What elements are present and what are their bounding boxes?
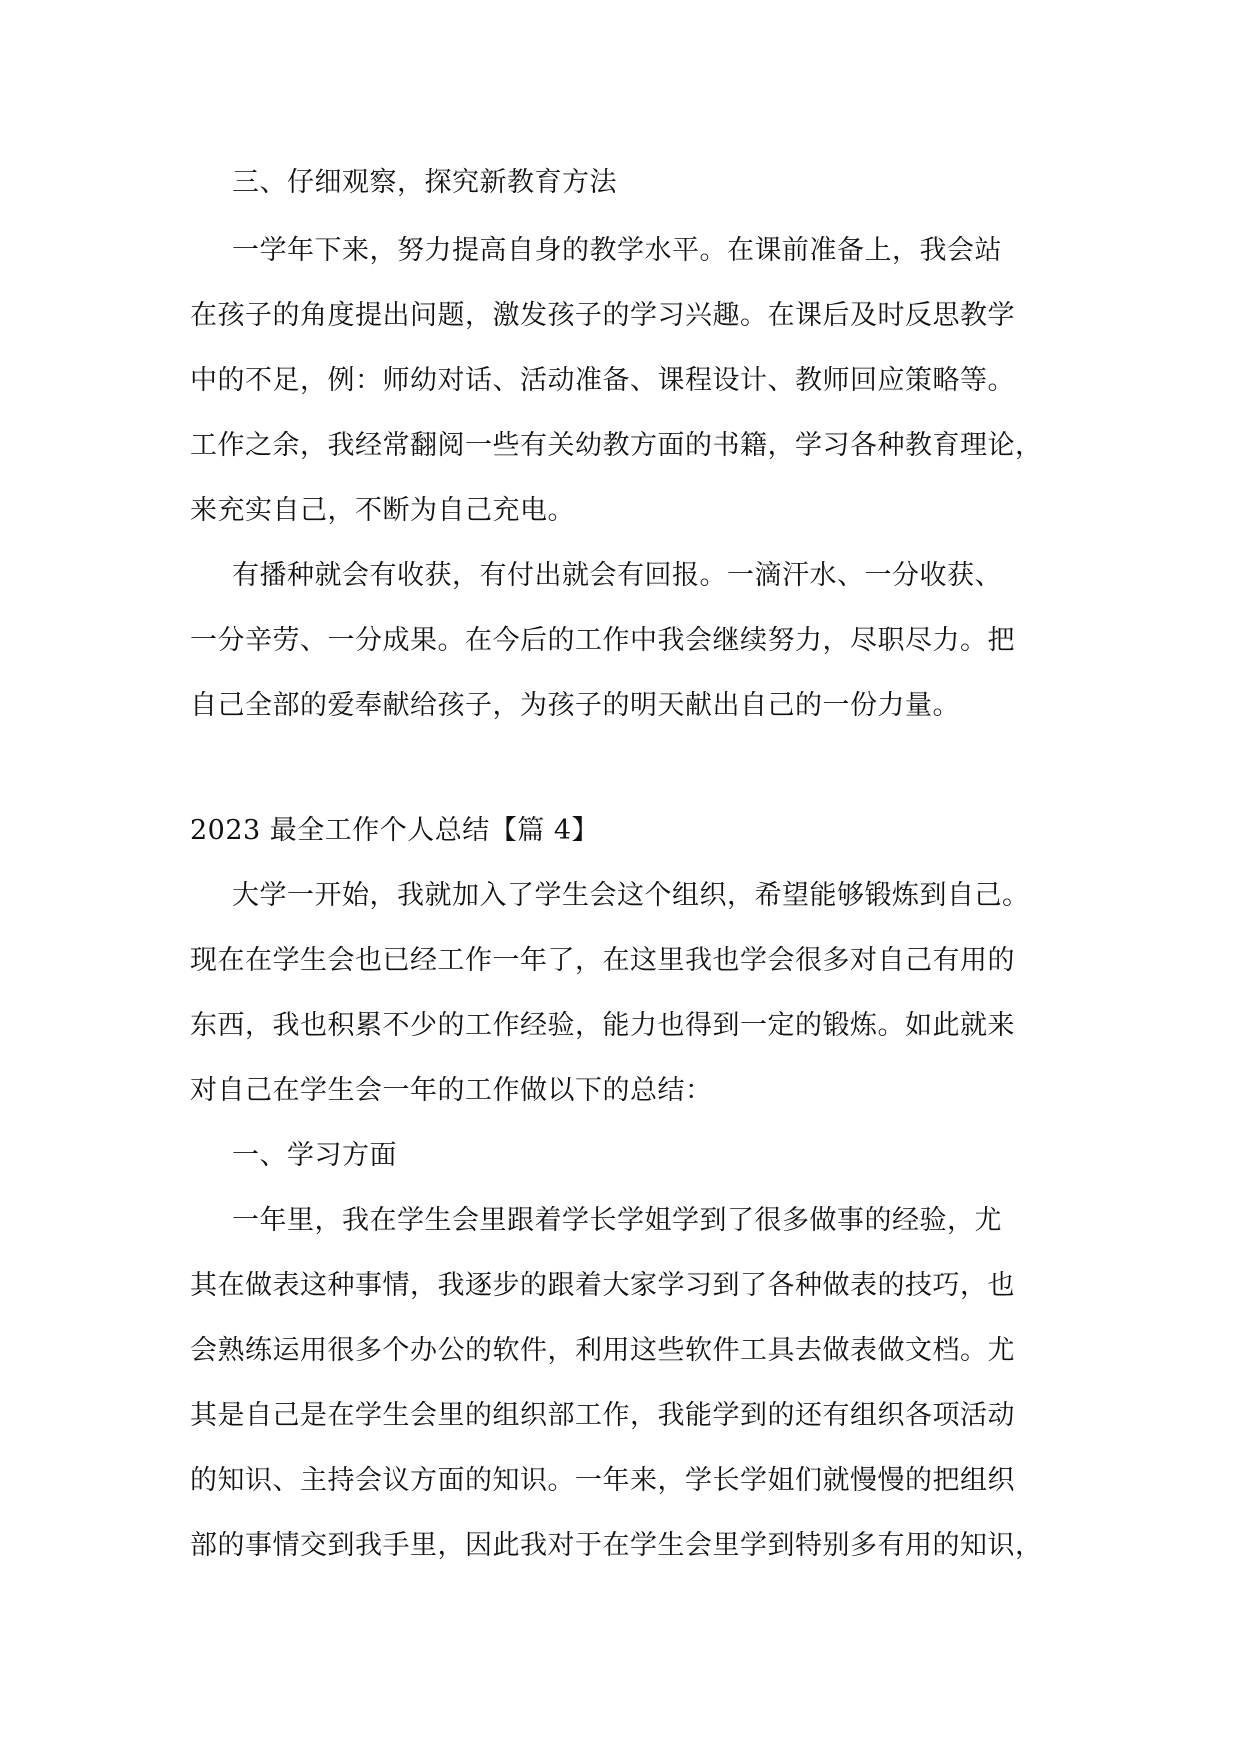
paragraph-line: 大学一开始，我就加入了学生会这个组织，希望能够锻炼到自己。 bbox=[232, 880, 1030, 911]
paragraph-line: 其是自己是在学生会里的组织部工作，我能学到的还有组织各项活动 bbox=[190, 1400, 1015, 1431]
paragraph-line: 一学年下来，努力提高自身的教学水平。在课前准备上，我会站 bbox=[232, 235, 1002, 266]
paragraph-line: 现在在学生会也已经工作一年了，在这里我也学会很多对自己有用的 bbox=[190, 945, 1015, 976]
paragraph-line: 部的事情交到我手里，因此我对于在学生会里学到特别多有用的知识， bbox=[190, 1530, 1043, 1561]
paragraph-line: 会熟练运用很多个办公的软件，利用这些软件工具去做表做文档。尤 bbox=[190, 1335, 1015, 1366]
paragraph-line: 的知识、主持会议方面的知识。一年来，学长学姐们就慢慢的把组织 bbox=[190, 1465, 1015, 1496]
paragraph-line: 对自己在学生会一年的工作做以下的总结： bbox=[190, 1075, 713, 1106]
paragraph-line: 来充实自己，不断为自己充电。 bbox=[190, 495, 575, 526]
section-heading: 三、仔细观察，探究新教育方法 bbox=[232, 167, 617, 198]
paragraph-line: 在孩子的角度提出问题，激发孩子的学习兴趣。在课后及时反思教学 bbox=[190, 300, 1015, 331]
paragraph-line: 有播种就会有收获，有付出就会有回报。一滴汗水、一分收获、 bbox=[232, 560, 1002, 591]
article-title: 2023 最全工作个人总结【篇 4】 bbox=[190, 815, 600, 846]
paragraph-line: 工作之余，我经常翻阅一些有关幼教方面的书籍，学习各种教育理论， bbox=[190, 430, 1043, 461]
paragraph-line: 一年里，我在学生会里跟着学长学姐学到了很多做事的经验，尤 bbox=[232, 1205, 1002, 1236]
section-heading: 一、学习方面 bbox=[232, 1140, 397, 1171]
paragraph-line: 一分辛劳、一分成果。在今后的工作中我会继续努力，尽职尽力。把 bbox=[190, 625, 1015, 656]
paragraph-line: 中的不足，例：师幼对话、活动准备、课程设计、教师回应策略等。 bbox=[190, 365, 1015, 396]
paragraph-line: 东西，我也积累不少的工作经验，能力也得到一定的锻炼。如此就来 bbox=[190, 1010, 1015, 1041]
paragraph-line: 自己全部的爱奉献给孩子，为孩子的明天献出自己的一份力量。 bbox=[190, 690, 960, 721]
paragraph-line: 其在做表这种事情，我逐步的跟着大家学习到了各种做表的技巧，也 bbox=[190, 1270, 1015, 1301]
